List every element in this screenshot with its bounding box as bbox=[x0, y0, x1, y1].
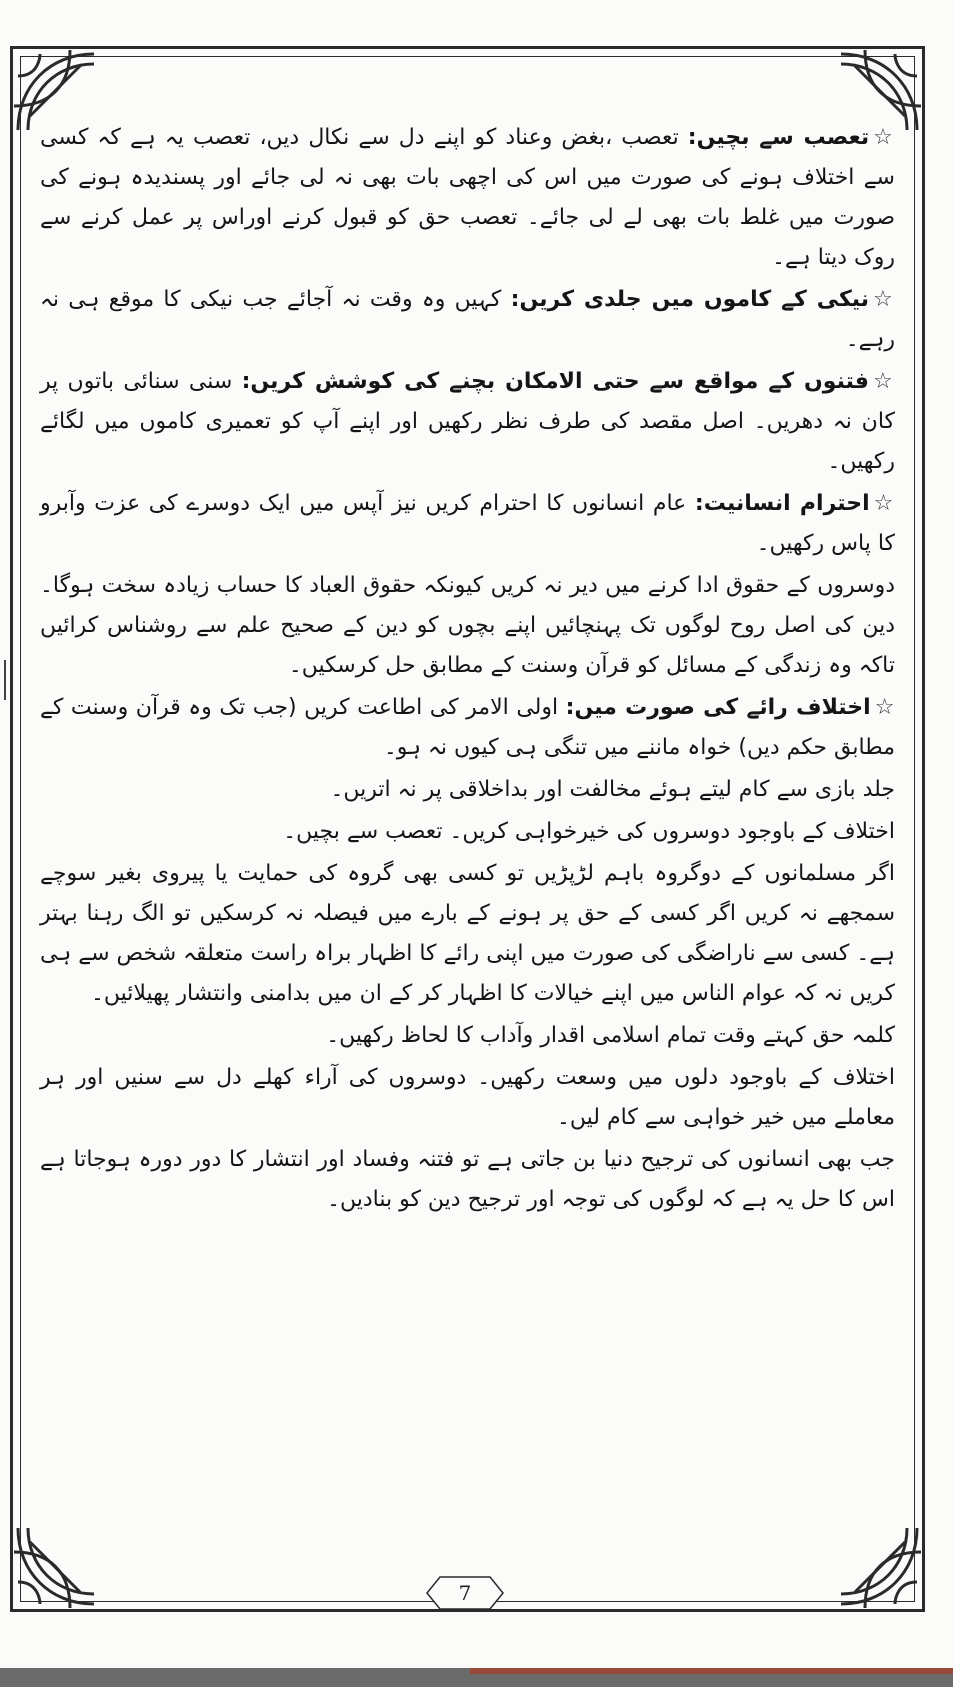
paragraph-text: اختلاف کے باوجود دلوں میں وسعت رکھیں۔ دوسروں کی آراء کھلے دل سے سنیں اور ہر معاملے میں خیر خواہی سے کام لیں۔ bbox=[40, 1065, 895, 1130]
paragraph-text: اولی الامر کی اطاعت کریں (جب تک وہ قرآن وسنت کے مطابق حکم دیں) خواہ ماننے میں تنگی ہی کیوں نہ ہو۔ bbox=[40, 695, 895, 760]
paragraph bbox=[40, 1058, 895, 1138]
scan-bottom-edge-accent bbox=[470, 1668, 953, 1674]
paragraph-text: دوسروں کے حقوق ادا کرنے میں دیر نہ کریں کیونکہ حقوق العباد کا حساب زیادہ سخت ہوگا۔ دین کی اصل روح لوگوں تک پہنچائیں اپنے بچوں کو دین کے صحیح علم سے روشناس کرائیں تاکہ وہ زندگی کے مسائل کو قرآن وسنت کے مطابق حل کرسکیں۔ bbox=[40, 573, 895, 678]
paragraph bbox=[40, 854, 895, 1014]
page-body-text bbox=[40, 118, 895, 1558]
paragraph-heading: فتنوں کے مواقع سے حتی الامکان بچنے کی کوشش کریں: bbox=[241, 369, 869, 394]
paragraph-text: اگر مسلمانوں کے دوگروہ باہم لڑپڑیں تو کسی بھی گروہ کی حمایت یا پیروی بغیر سوچے سمجھے نہ کریں اگر کسی کے حق پر ہونے کے بارے میں فیصلہ نہ کرسکیں تو الگ رہنا بہتر ہے۔ کسی سے ناراضگی کی صورت میں اپنی رائے کا اظہار براہ راست متعلقہ شخص سے ہی کریں نہ کہ عوام الناس میں اپنے خیالات کا اظہار کر کے ان میں بدامنی وانتشار پھیلائیں۔ bbox=[40, 861, 895, 1006]
paragraph bbox=[40, 566, 895, 686]
paragraph bbox=[40, 362, 895, 482]
paragraph bbox=[40, 1140, 895, 1220]
paragraph-heading: نیکی کے کاموں میں جلدی کریں: bbox=[510, 287, 869, 312]
star-bullet-icon: ☆ bbox=[874, 695, 895, 720]
paragraph-text: کہیں وہ وقت نہ آجائے جب نیکی کا موقع ہی نہ رہے۔ bbox=[40, 287, 895, 352]
paragraph-text: سنی سنائی باتوں پر کان نہ دھریں۔ اصل مقصد کی طرف نظر رکھیں اور اپنے آپ کو تعمیری کاموں میں لگائے رکھیں۔ bbox=[40, 369, 895, 474]
paragraph bbox=[40, 770, 895, 810]
paragraph-text: جب بھی انسانوں کی ترجیح دنیا بن جاتی ہے تو فتنہ وفساد اور انتشار کا دور دورہ ہوجاتا ہے اس کا حل یہ ہے کہ لوگوں کی توجہ اور ترجیح دین کو بنادیں۔ bbox=[40, 1147, 895, 1212]
paragraph bbox=[40, 812, 895, 852]
paragraph bbox=[40, 1016, 895, 1056]
paragraph-heading: تعصب سے بچیں: bbox=[687, 125, 870, 150]
paragraph-heading: احترام انسانیت: bbox=[694, 491, 870, 516]
page-number-badge bbox=[426, 1576, 504, 1610]
paragraph bbox=[40, 484, 895, 564]
page-number: 7 bbox=[458, 1581, 472, 1605]
paragraph-heading: اختلاف رائے کی صورت میں: bbox=[565, 695, 871, 720]
star-bullet-icon: ☆ bbox=[873, 125, 895, 150]
paragraph-text: جلد بازی سے کام لیتے ہوئے مخالفت اور بداخلاقی پر نہ اتریں۔ bbox=[330, 777, 895, 802]
star-bullet-icon: ☆ bbox=[873, 287, 895, 312]
paragraph-text: اختلاف کے باوجود دوسروں کی خیرخواہی کریں۔ تعصب سے بچیں۔ bbox=[283, 819, 895, 844]
star-bullet-icon: ☆ bbox=[872, 369, 895, 394]
paragraph-text: عام انسانوں کا احترام کریں نیز آپس میں ایک دوسرے کی عزت وآبرو کا پاس رکھیں۔ bbox=[40, 491, 895, 556]
paragraph-text: کلمہ حق کہتے وقت تمام اسلامی اقدار وآداب کا لحاظ رکھیں۔ bbox=[326, 1023, 895, 1048]
paragraph-text: تعصب ،بغض وعناد کو اپنے دل سے نکال دیں، تعصب یہ ہے کہ کسی سے اختلاف ہونے کی صورت میں اس کی اچھی بات بھی نہ لی جائے اور پسندیدہ ہونے کی صورت میں غلط بات بھی لے لی جائے۔ تعصب حق کو قبول کرنے اوراس پر عمل کرنے سے روک دیتا ہے۔ bbox=[40, 125, 895, 270]
paragraph bbox=[40, 280, 895, 360]
paragraph bbox=[40, 118, 895, 278]
star-bullet-icon: ☆ bbox=[873, 491, 895, 516]
binding-mark bbox=[4, 660, 6, 700]
paragraph bbox=[40, 688, 895, 768]
